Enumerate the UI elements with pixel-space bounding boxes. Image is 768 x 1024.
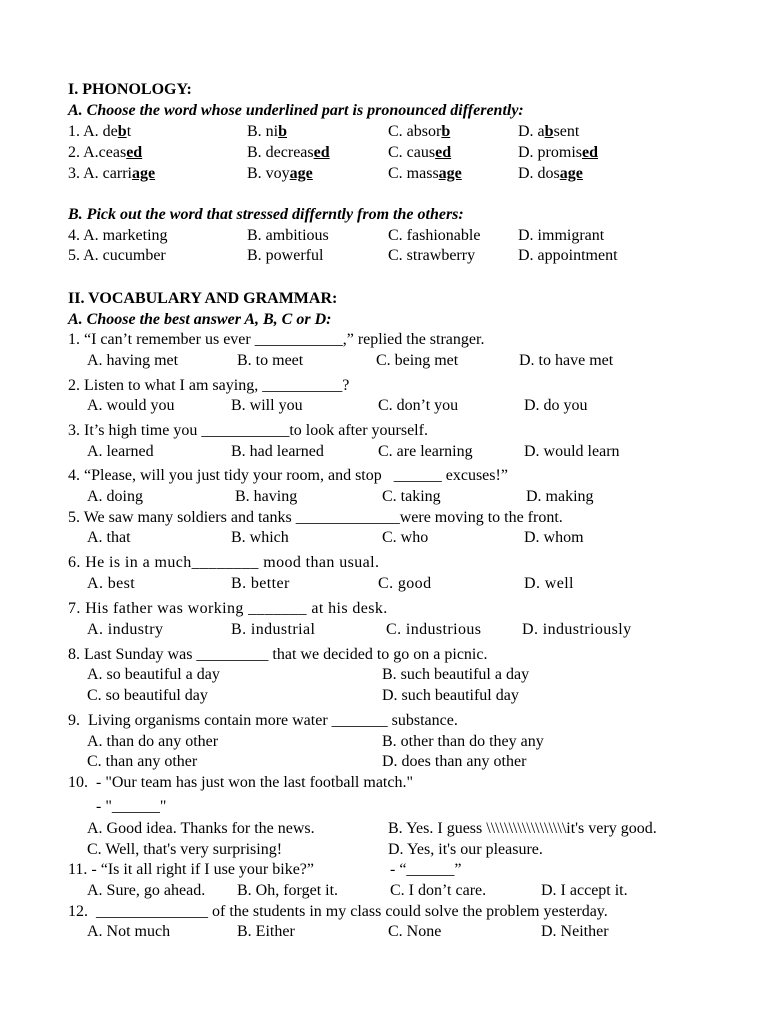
phonology-q1-option-a: 1. A. debt (68, 123, 132, 140)
q6-option-d: D. well (524, 575, 574, 592)
stress-q4-option-d: D. immigrant (518, 227, 605, 244)
question-2: 2. Listen to what I am saying, __________? (68, 377, 350, 394)
question-10: 10. - "Our team has just won the last football match." (68, 774, 413, 791)
q3-option-c: C. are learning (378, 443, 473, 460)
q10-option-a: A. Good idea. Thanks for the news. (87, 820, 315, 837)
question-10-reply: - "______" (96, 798, 167, 815)
q8-option-b: B. such beautiful a day (382, 666, 530, 683)
stress-q4-option-c: C. fashionable (388, 227, 481, 244)
part-b-instruction: B. Pick out the word that stressed differntly from the others: (68, 206, 464, 223)
q2-option-d: D. do you (524, 397, 588, 414)
phonology-q3-option-a: 3. A. carriage (68, 165, 156, 182)
phonology-q3-option-b: B. voyage (247, 165, 313, 182)
q2-option-a: A. would you (87, 397, 175, 414)
part-a-instruction: A. Choose the word whose underlined part is pronounced differently: (68, 102, 524, 119)
q9-option-b: B. other than do they any (382, 733, 544, 750)
q4-option-c: C. taking (382, 488, 441, 505)
q10-option-d: D. Yes, it's our pleasure. (388, 841, 543, 858)
q1-option-c: C. being met (376, 352, 459, 369)
q10-option-c: C. Well, that's very surprising! (87, 841, 283, 858)
q8-option-d: D. such beautiful day (382, 687, 519, 704)
q11-option-a: A. Sure, go ahead. (87, 882, 206, 899)
q6-option-c: C. good (378, 575, 432, 592)
question-11-reply: - “______” (390, 861, 462, 878)
q4-option-b: B. having (235, 488, 298, 505)
phonology-q1-option-b: B. nib (247, 123, 288, 140)
phonology-q2-option-c: C. caused (388, 144, 452, 161)
question-3: 3. It’s high time you ___________to look after yourself. (68, 422, 428, 439)
q3-option-b: B. had learned (231, 443, 324, 460)
phonology-q1-option-d: D. absent (518, 123, 580, 140)
phonology-q2-option-d: D. promised (518, 144, 598, 161)
q5-option-b: B. which (231, 529, 289, 546)
question-11: 11. - “Is it all right if I use your bike?” (68, 861, 314, 878)
q3-option-d: D. would learn (524, 443, 620, 460)
phonology-q3-option-d: D. dosage (518, 165, 583, 182)
q12-option-d: D. Neither (541, 923, 609, 940)
q5-option-d: D. whom (524, 529, 584, 546)
question-4: 4. “Please, will you just tidy your room, and stop ______ excuses!” (68, 467, 508, 484)
phonology-q3-option-c: C. massage (388, 165, 462, 182)
question-12: 12. ______________ of the students in my class could solve the problem yesterday. (68, 903, 608, 920)
question-6: 6. He is in a much________ mood than usual. (68, 554, 380, 571)
q6-option-b: B. better (231, 575, 290, 592)
stress-q5-option-b: B. powerful (247, 247, 324, 264)
stress-q4-option-b: B. ambitious (247, 227, 329, 244)
q7-option-a: A. industry (87, 621, 164, 638)
stress-q5-option-a: 5. A. cucumber (68, 247, 166, 264)
q7-option-b: B. industrial (231, 621, 316, 638)
question-1: 1. “I can’t remember us ever ___________,” replied the stranger. (68, 331, 485, 348)
q11-option-b: B. Oh, forget it. (237, 882, 339, 899)
q2-option-b: B. will you (231, 397, 303, 414)
phonology-q2-option-a: 2. A.ceased (68, 144, 143, 161)
section2-instruction: A. Choose the best answer A, B, C or D: (68, 311, 332, 328)
q12-option-a: A. Not much (87, 923, 171, 940)
q7-option-c: C. industrious (386, 621, 482, 638)
stress-q4-option-a: 4. A. marketing (68, 227, 168, 244)
q9-option-c: C. than any other (87, 753, 198, 770)
q1-option-d: D. to have met (519, 352, 614, 369)
question-7: 7. His father was working _______ at his desk. (68, 600, 388, 617)
q1-option-a: A. having met (87, 352, 179, 369)
q11-option-d: D. I accept it. (541, 882, 628, 899)
q5-option-a: A. that (87, 529, 131, 546)
stress-q5-option-d: D. appointment (518, 247, 618, 264)
q12-option-c: C. None (388, 923, 442, 940)
q8-option-c: C. so beautiful day (87, 687, 208, 704)
q9-option-d: D. does than any other (382, 753, 527, 770)
phonology-q2-option-b: B. decreased (247, 144, 330, 161)
question-8: 8. Last Sunday was _________ that we decided to go on a picnic. (68, 646, 488, 663)
q11-option-c: C. I don’t care. (390, 882, 487, 899)
question-9: 9. Living organisms contain more water _______ substance. (68, 712, 458, 729)
q1-option-b: B. to meet (237, 352, 304, 369)
q6-option-a: A. best (87, 575, 136, 592)
q5-option-c: C. who (382, 529, 429, 546)
section-title-vocabulary: II. VOCABULARY AND GRAMMAR: (68, 290, 338, 307)
question-5: 5. We saw many soldiers and tanks _____________were moving to the front. (68, 509, 563, 526)
q3-option-a: A. learned (87, 443, 154, 460)
stress-q5-option-c: C. strawberry (388, 247, 476, 264)
q4-option-d: D. making (526, 488, 594, 505)
q2-option-c: C. don’t you (378, 397, 459, 414)
q8-option-a: A. so beautiful a day (87, 666, 220, 683)
q10-option-b: B. Yes. I guess \\\\\\\\\\\\\\\\\\it's very good. (388, 820, 657, 837)
q9-option-a: A. than do any other (87, 733, 219, 750)
phonology-q1-option-c: C. absorb (388, 123, 451, 140)
section-title-phonology: I. PHONOLOGY: (68, 81, 192, 98)
q7-option-d: D. industriously (522, 621, 632, 638)
q12-option-b: B. Either (237, 923, 295, 940)
q4-option-a: A. doing (87, 488, 143, 505)
